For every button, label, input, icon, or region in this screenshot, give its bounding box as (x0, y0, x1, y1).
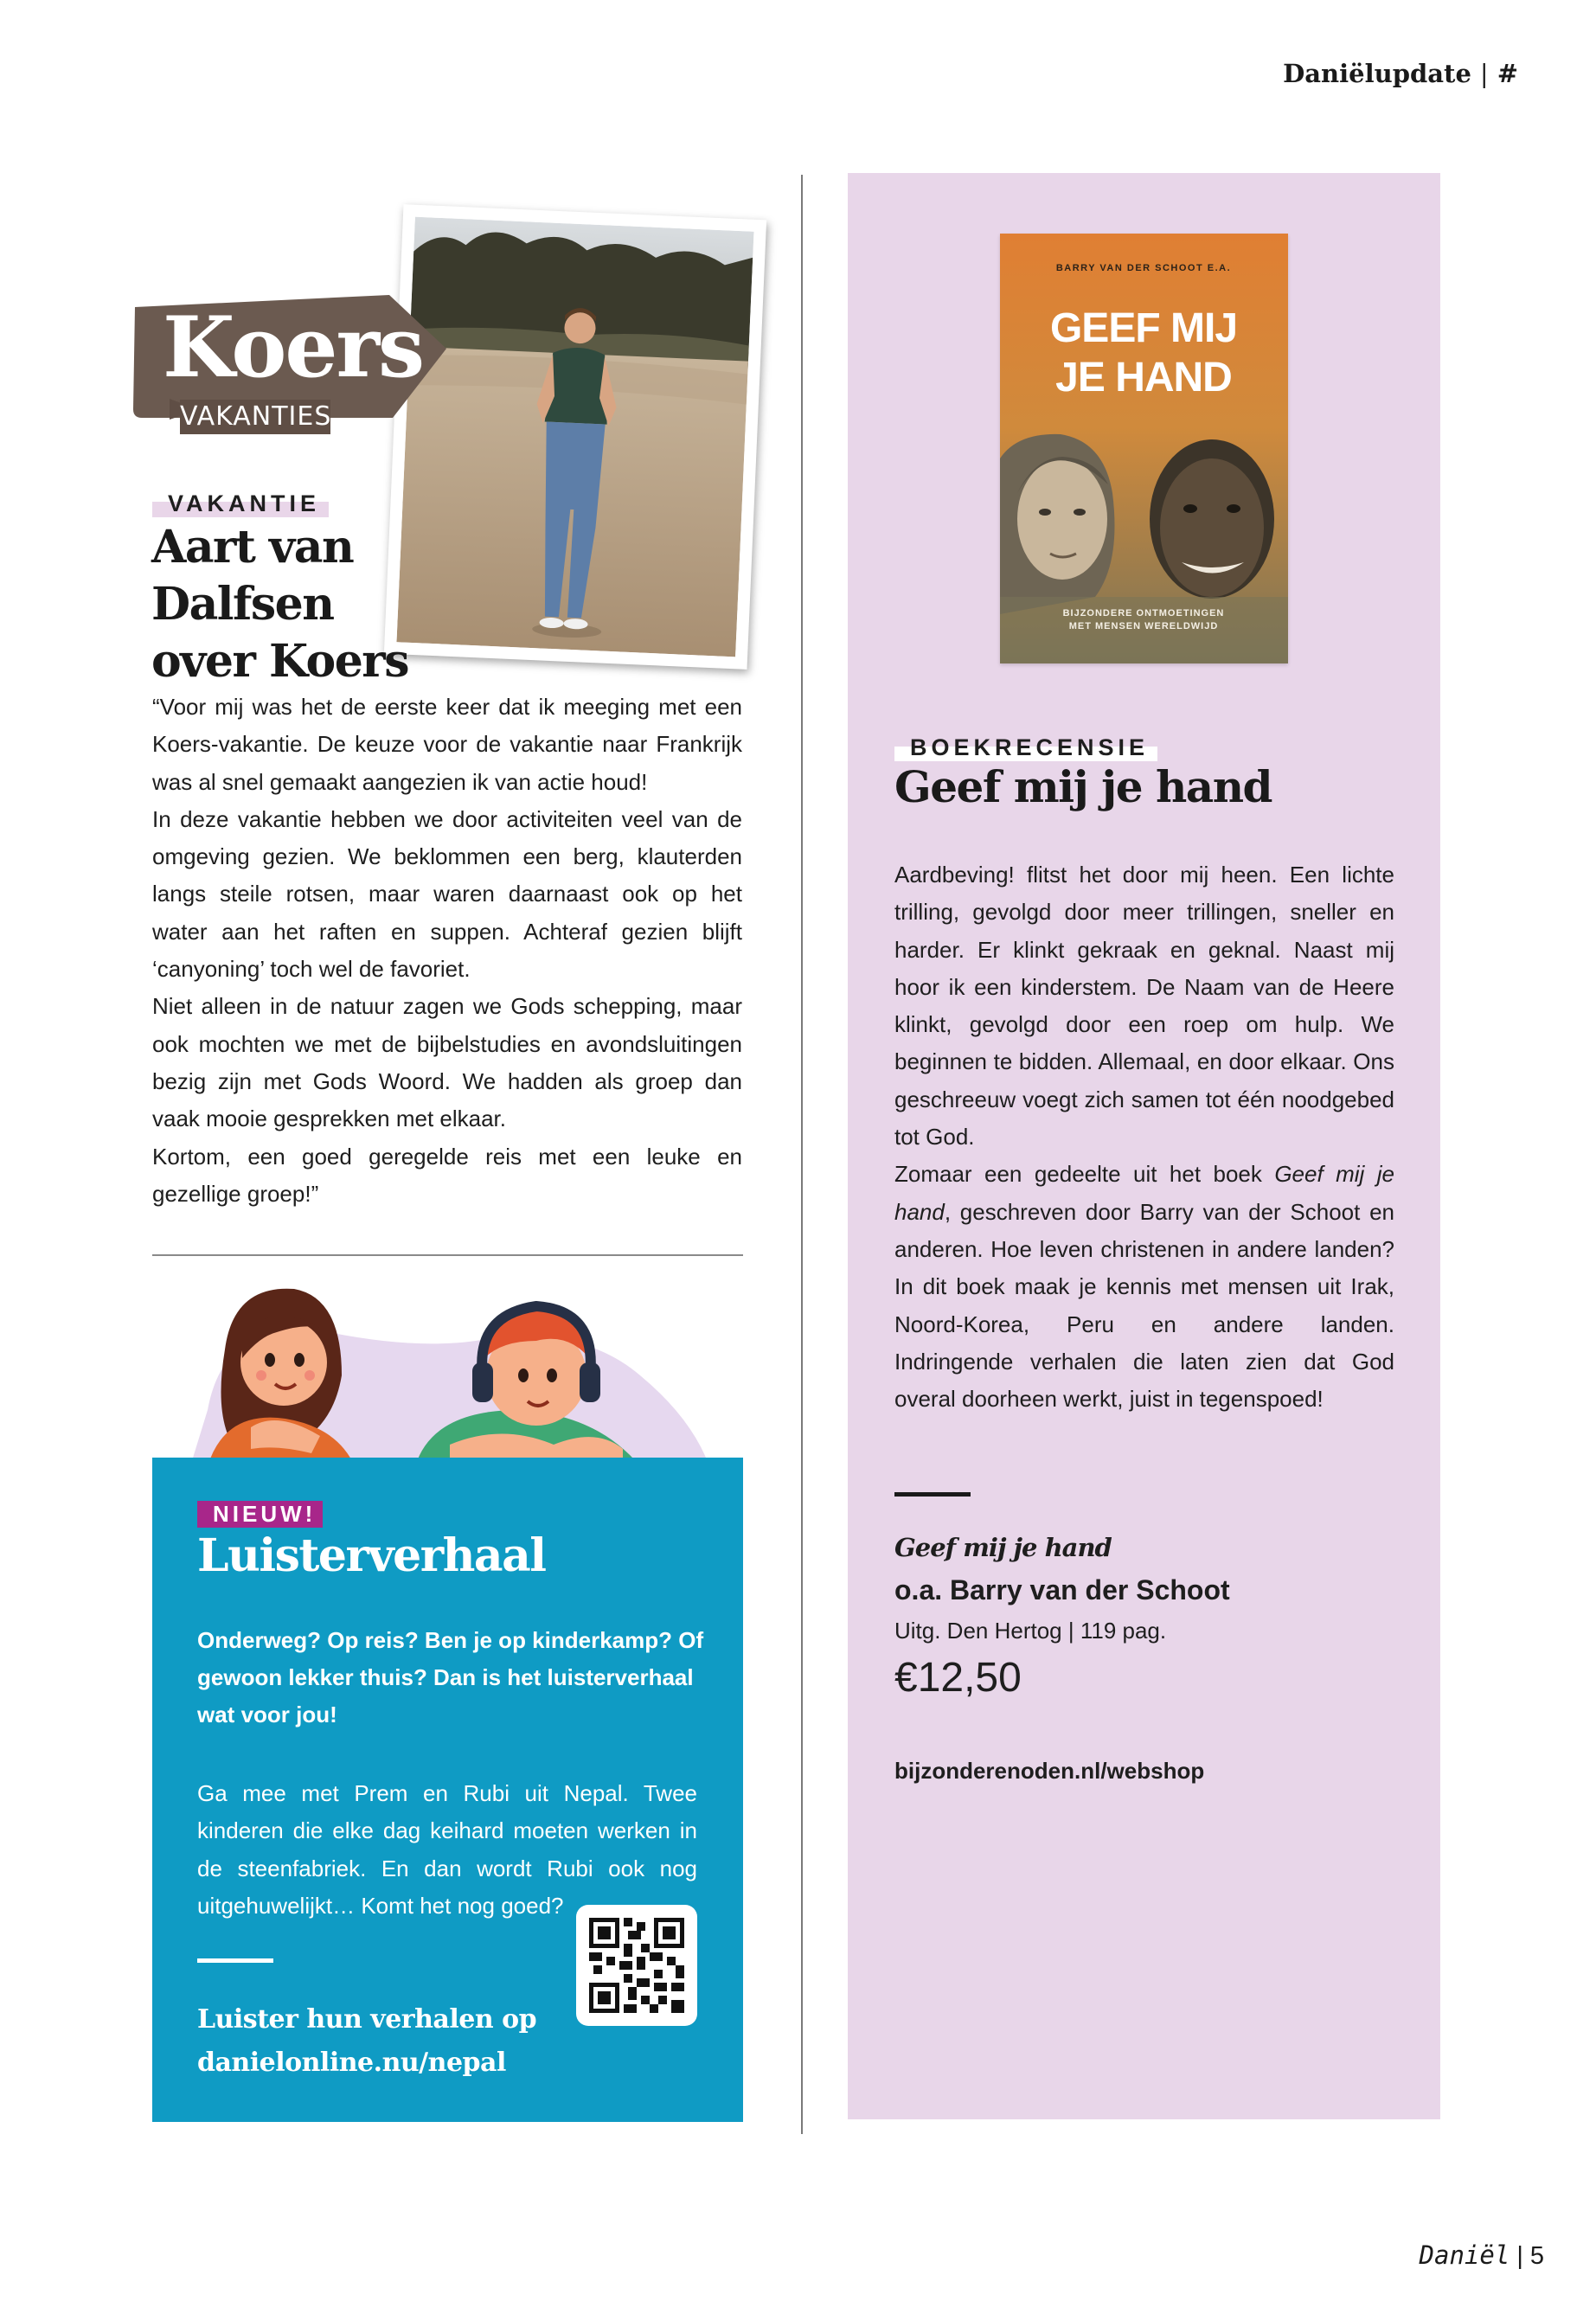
page-footer (1420, 2240, 1544, 2271)
koers-headline-line: over Koers (151, 635, 408, 688)
header-section: Daniëlupdate (1283, 59, 1471, 88)
book-webshop-link[interactable]: bijzonderenoden.nl/webshop (894, 1758, 1205, 1784)
page-number: 5 (1529, 2242, 1544, 2270)
book-cover-subtitle-line: BIJZONDERE ONTMOETINGEN (1062, 608, 1225, 619)
book-review-paragraph (894, 1156, 1394, 1418)
luisterverhaal-intro: Onderweg? Op reis? Ben je op kinderkamp? Of gewoon lekker thuis? Dan is het luisterverhaal wat voor jou! (197, 1627, 704, 1727)
children-headphones-illustration (190, 1280, 709, 1466)
luisterverhaal-headline: Luisterverhaal (197, 1529, 546, 1582)
luisterverhaal-cta[interactable] (197, 1998, 536, 2085)
footer-magazine: Daniël (1419, 2240, 1510, 2270)
koers-headline (151, 519, 411, 690)
column-divider (801, 175, 803, 2134)
book-cover-title-line: GEEF MIJ (1049, 305, 1238, 351)
book-meta-title: Geef mij je hand (894, 1533, 1112, 1562)
book-cover-author: BARRY VAN DER SCHOOT E.A. (1055, 263, 1232, 273)
section-rule (152, 1254, 743, 1256)
qr-code-icon (589, 1918, 684, 2013)
paragraph-text: Zomaar een gedeelte uit het boek (894, 1161, 1275, 1188)
koers-headline-line: Aart van (151, 521, 354, 574)
header-separator: | (1479, 59, 1489, 88)
koers-paragraph: Kortom, een goed geregelde reis met een leuke en gezellige groep!” (152, 1143, 742, 1207)
koers-logo-word: Koers (163, 298, 424, 396)
koers-logo-subtitle: VAKANTIES (180, 400, 330, 434)
person-in-field-illustration (396, 217, 753, 657)
book-title-italic: Geef mij je hand (894, 1161, 1394, 1225)
luisterverhaal-body: Ga mee met Prem en Rubi uit Nepal. Twee kinderen die elke dag keihard moeten werken in de steenfabriek. En dan wordt Rubi ook nog uitgehuwelijkt… Komt het nog goed? (197, 1780, 697, 1919)
book-review-paragraph: Aardbeving! flitst het door mij heen. Een lichte trilling, gevolgd door meer trillingen, sneller en harder. Er klinkt gekraak en geknal. Naast mij hoor ik een kinderstem. De Naam van de Heere klinkt, gevolgd door een roep om hulp. We beginnen te bidden. Allemaal, en door elkaar. Ons geschreeuw voegt zich samen tot één noodgebed tot God. (894, 862, 1394, 1150)
paragraph-text: , geschreven door Barry van der Schoot en anderen. Hoe leven christenen in andere landen? In dit boek maak je kennis met mensen uit Irak, Noord-Korea, Peru en andere landen. Indringende verhalen die laten zien dat God overal doorheen werkt, juist in tegenspoed! (894, 1198, 1394, 1413)
book-cover-subtitle-line: MET MENSEN WERELDWIJD (1068, 621, 1219, 631)
koers-paragraph: “Voor mij was het de eerste keer dat ik meeging met een Koers-vakantie. De keuze voor de vakantie naar Frankrijk was al snel gemaakt aangezien ik van actie houd! (152, 694, 742, 795)
header-hash-symbol: # (1497, 59, 1518, 88)
book-meta-publisher: Uitg. Den Hertog | 119 pag. (894, 1618, 1167, 1644)
cta-link[interactable]: danielonline.nu/nepal (197, 2048, 506, 2078)
koers-article-body (152, 689, 742, 1213)
book-cover (1000, 234, 1288, 663)
boekrecensie-label: BOEKRECENSIE (894, 733, 1157, 761)
nieuw-label: NIEUW! (197, 1501, 323, 1528)
book-cover-title-line: JE HAND (1055, 355, 1232, 401)
cta-line: Luister hun verhalen op (197, 2004, 537, 2035)
koers-paragraph: Niet alleen in de natuur zagen we Gods schepping, maar ook mochten we met de bijbelstudies en avondsluitingen bezig zijn met Gods Woord. We hadden als groep dan vaak mooie gesprekken met elkaar. (152, 993, 742, 1132)
book-meta-author: o.a. Barry van der Schoot (894, 1574, 1230, 1606)
luisterverhaal-rule (197, 1958, 273, 1963)
book-review-headline: Geef mij je hand (894, 761, 1272, 812)
qr-code[interactable] (576, 1905, 697, 2026)
book-review-rule (894, 1492, 971, 1497)
running-header (1283, 59, 1518, 88)
footer-separator: | (1516, 2242, 1523, 2270)
koers-paragraph: In deze vakantie hebben we door activiteiten veel van de omgeving gezien. We beklommen een berg, klauterden langs steile rotsen, maar waren daarnaast ook op het water aan het raften en suppen. Achteraf gezien blijft ‘canyoning’ toch wel de favoriet. (152, 805, 742, 983)
vakantie-label: VAKANTIE (152, 489, 329, 517)
book-meta-price: €12,50 (894, 1655, 1022, 1701)
book-review-body (894, 856, 1394, 1418)
koers-headline-line: Dalfsen (151, 578, 334, 631)
